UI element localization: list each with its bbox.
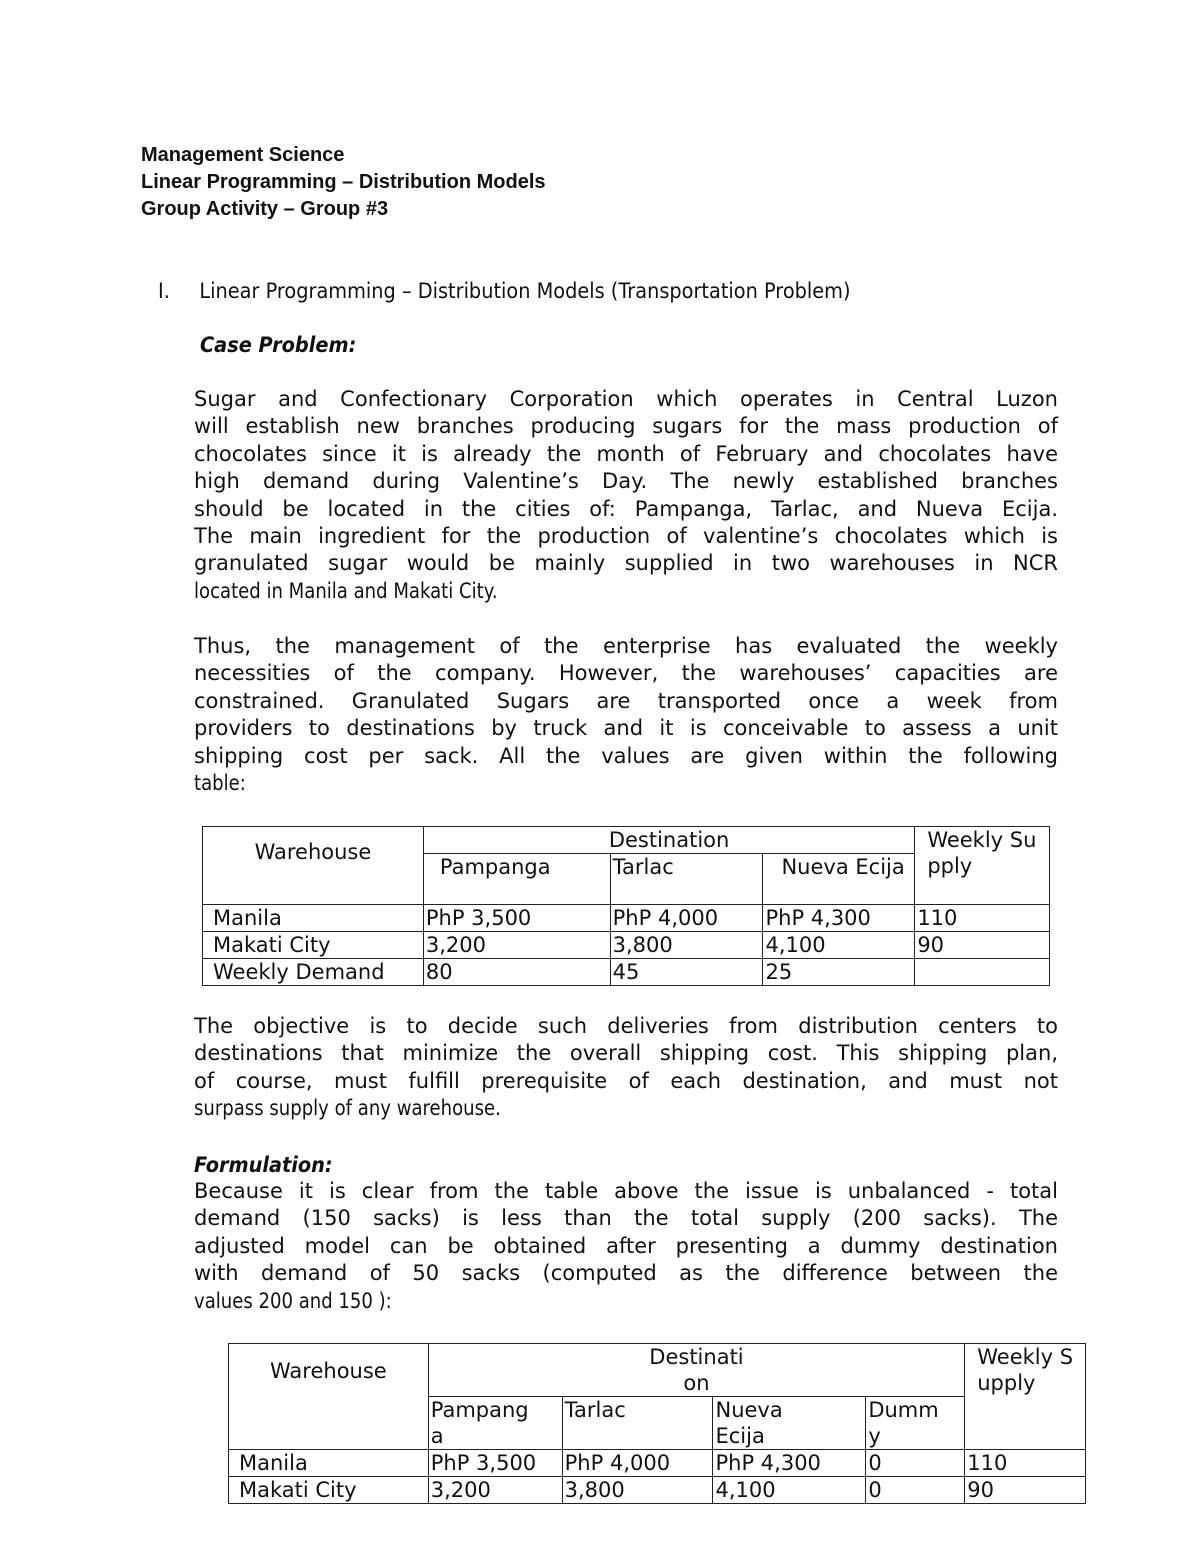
- header-line: a: [430, 1424, 444, 1448]
- text-line: demand (150 sacks) is less than the total supply (200 sacks). The: [194, 1206, 1058, 1231]
- weekly-supply-header: Weekly Supply: [915, 827, 1050, 905]
- section-number: I.: [158, 279, 170, 303]
- group-title: Group Activity – Group #3: [141, 198, 389, 220]
- weekly-supply-header: Weekly Supply: [965, 1344, 1086, 1450]
- text-line: surpass supply of any warehouse.: [194, 1096, 501, 1121]
- warehouse-header: Warehouse: [229, 1344, 429, 1450]
- cost-cell: 3,800: [610, 932, 763, 959]
- text-line: values 200 and 150 ):: [194, 1288, 392, 1313]
- cost-cell: PhP 3,500: [428, 1450, 562, 1477]
- row-label: Weekly Demand: [203, 959, 424, 986]
- cost-cell: PhP 3,500: [423, 905, 610, 932]
- text-line: will establish new branches producing sugars for the mass production of: [194, 414, 1058, 439]
- destination-header-line2: on: [683, 1371, 710, 1395]
- supply-cell: 90: [915, 932, 1050, 959]
- course-title: Management Science: [141, 144, 345, 166]
- cost-cell: PhP 4,300: [763, 905, 915, 932]
- cost-cell: 3,200: [423, 932, 610, 959]
- cost-cell: 0: [866, 1477, 965, 1504]
- supply-cell: [915, 959, 1050, 986]
- row-label: Makati City: [229, 1477, 429, 1504]
- cost-cell: PhP 4,300: [713, 1450, 866, 1477]
- supply-cell: 110: [915, 905, 1050, 932]
- adjusted-cost-table: [228, 1343, 1086, 1504]
- text-line: The main ingredient for the production of valentine’s chocolates which is: [194, 524, 1058, 549]
- text-line: Because it is clear from the table above the issue is unbalanced - total: [194, 1179, 1058, 1203]
- text-line: The objective is to decide such deliveries from distribution centers to: [194, 1014, 1058, 1038]
- warehouse-header: Warehouse: [203, 827, 424, 905]
- text-line: providers to destinations by truck and it is conceivable to assess a unit: [194, 716, 1058, 741]
- text-line: with demand of 50 sacks (computed as the difference between the: [194, 1261, 1058, 1286]
- text-line: of course, must fulfill prerequisite of each destination, and must not: [194, 1068, 1058, 1093]
- supply-cell: 110: [965, 1450, 1086, 1477]
- formulation-paragraph: [194, 1178, 1058, 1315]
- cost-cell: PhP 4,000: [610, 905, 763, 932]
- text-line: constrained. Granulated Sugars are transported once a week from: [194, 688, 1058, 713]
- table-row: [229, 1477, 1086, 1504]
- supply-cell: 90: [965, 1477, 1086, 1504]
- objective-paragraph: [194, 1013, 1058, 1123]
- dest-tarlac-header: Tarlac: [610, 854, 763, 905]
- header-line: y: [868, 1424, 881, 1448]
- case-paragraph-1: [194, 386, 1058, 605]
- header-line: Dumm: [868, 1398, 939, 1422]
- row-label: Makati City: [203, 932, 424, 959]
- cost-cell: 4,100: [713, 1477, 866, 1504]
- table-row: [203, 959, 1050, 986]
- demand-cell: 45: [610, 959, 763, 986]
- row-label: Manila: [203, 905, 424, 932]
- header-line: Ecija: [715, 1424, 765, 1448]
- destination-header-line1: Destinati: [649, 1345, 744, 1369]
- topic-title: Linear Programming – Distribution Models: [141, 171, 546, 193]
- text-line: chocolates since it is already the month of February and chocolates have: [194, 441, 1058, 466]
- dest-tarlac-header: [562, 1397, 713, 1450]
- row-label: Manila: [229, 1450, 429, 1477]
- cost-cell: PhP 4,000: [562, 1450, 713, 1477]
- destination-header: [428, 1344, 965, 1397]
- header-line: Nueva: [715, 1398, 783, 1422]
- cost-table: [202, 826, 1050, 986]
- text-line: located in Manila and Makati City.: [194, 578, 498, 603]
- text-line: high demand during Valentine’s Day. The newly established branches: [194, 469, 1058, 494]
- text-line: Thus, the management of the enterprise has evaluated the weekly: [194, 634, 1058, 658]
- dest-nueva-ecija-header: [713, 1397, 866, 1450]
- case-problem-heading: Case Problem:: [200, 333, 357, 357]
- demand-cell: 80: [423, 959, 610, 986]
- text-line: necessities of the company. However, the warehouses’ capacities are: [194, 661, 1058, 686]
- header-line: Pampang: [430, 1398, 529, 1422]
- text-line: Sugar and Confectionary Corporation which operates in Central Luzon: [194, 387, 1058, 411]
- cost-cell: 4,100: [763, 932, 915, 959]
- text-line: should be located in the cities of: Pampanga, Tarlac, and Nueva Ecija.: [194, 496, 1058, 521]
- dest-pampanga-header: Pampanga: [423, 854, 610, 905]
- case-paragraph-2: [194, 633, 1058, 797]
- text-line: table:: [194, 771, 246, 796]
- cost-cell: 3,800: [562, 1477, 713, 1504]
- dest-pampanga-header: [428, 1397, 562, 1450]
- dest-dummy-header: [866, 1397, 965, 1450]
- text-line: destinations that minimize the overall shipping cost. This shipping plan,: [194, 1041, 1058, 1066]
- demand-cell: 25: [763, 959, 915, 986]
- table-row: [203, 905, 1050, 932]
- dest-nueva-ecija-header: Nueva Ecija: [763, 854, 915, 905]
- header-line: Tarlac: [564, 1398, 626, 1422]
- text-line: adjusted model can be obtained after presenting a dummy destination: [194, 1233, 1058, 1258]
- cost-cell: 0: [866, 1450, 965, 1477]
- table-row: [229, 1450, 1086, 1477]
- text-line: shipping cost per sack. All the values are given within the following: [194, 743, 1058, 768]
- section-title: Linear Programming – Distribution Models (Transportation Problem): [199, 279, 851, 303]
- text-line: granulated sugar would be mainly supplied in two warehouses in NCR: [194, 551, 1058, 576]
- formulation-heading: Formulation:: [194, 1153, 333, 1177]
- destination-header: Destination: [423, 827, 914, 854]
- table-row: [203, 932, 1050, 959]
- section-heading: [158, 277, 851, 305]
- cost-cell: 3,200: [428, 1477, 562, 1504]
